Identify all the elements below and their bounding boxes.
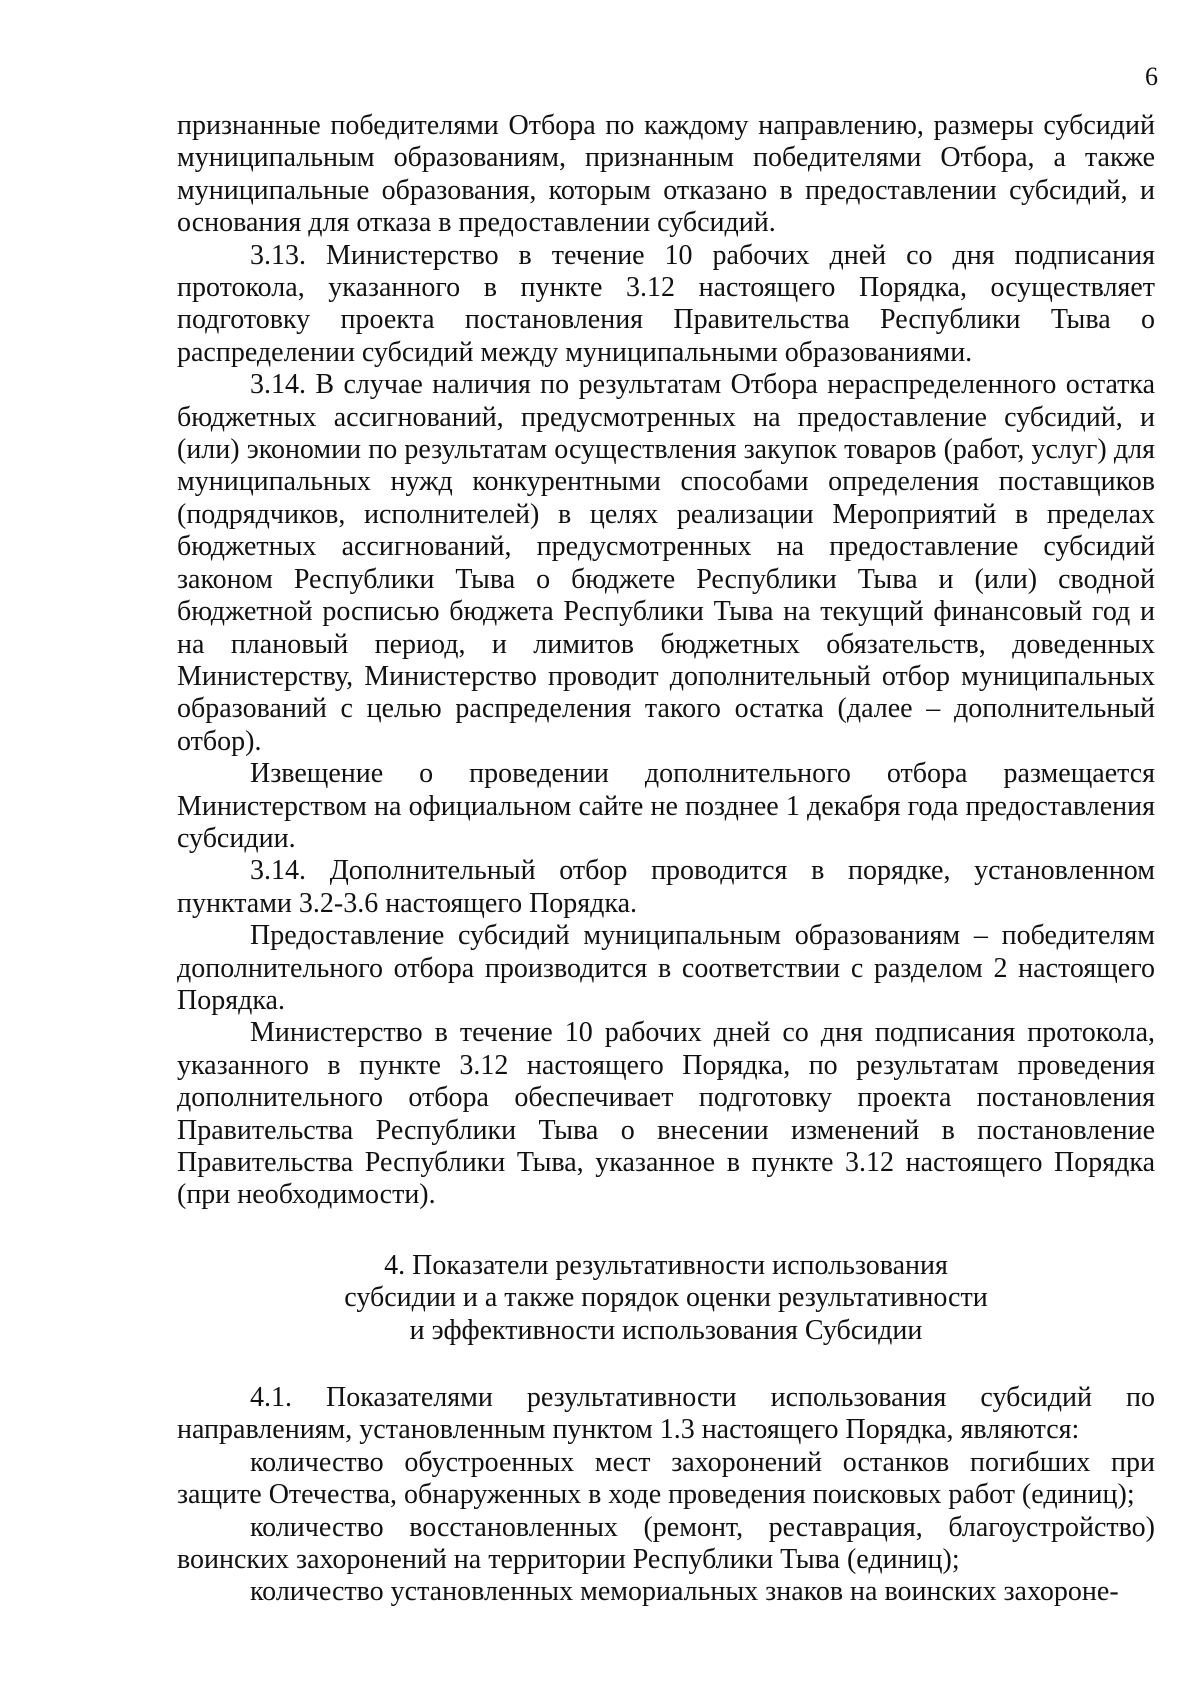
paragraph: количество установленных мемориальных знаков на воинских захороне- — [250, 1576, 1119, 1608]
paragraph: Извещение о проведении дополнительного отбора размещается Министерством на официальном сайте не позднее 1 декабря года предоставления субсидии. — [177, 758, 1155, 854]
paragraph: 3.14. Дополнительный отбор проводится в порядке, установленном пунктами 3.2-3.6 настоящего Порядка. — [177, 855, 1155, 919]
paragraph: 3.13. Министерство в течение 10 рабочих дней со дня подписания протокола, указанного в пункте 3.12 настоящего Порядка, осуществляет подготовку проекта постановления Правительства Республики Тыва о распределении субсидий между муниципальными образованиями. — [177, 239, 1155, 368]
paragraph: признанные победителями Отбора по каждому направлению, размеры субсидий муниципальным образованиям, признанным победителями Отбора, а также муниципальные образования, которым отказано в предоставлении субсидий, и основания для отказа в предоставлении субсидий. — [177, 110, 1155, 239]
section-heading — [177, 1250, 1155, 1347]
paragraph: 4.1. Показателями результативности использования субсидий по направлениям, установленным пунктом 1.3 настоящего Порядка, являются: — [177, 1382, 1155, 1446]
section-heading-line: и эффективности использования Субсидии — [409, 1314, 923, 1346]
page-number: 6 — [1145, 62, 1158, 91]
paragraph: 3.14. В случае наличия по результатам Отбора нераспределенного остатка бюджетных ассигнований, предусмотренных на предоставление субсидий, и (или) экономии по результатам осуществления закупок товаров (работ, услуг) для муниципальных нужд конкурентными способами определения поставщиков (подрядчиков, исполнителей) в целях реализации Мероприятий в пределах бюджетных ассигнований, предусмотренных на предоставление субсидий законом Республики Тыва о бюджете Республики Тыва и (или) сводной бюджетной росписью бюджета Республики Тыва на текущий финансовый год и на плановый период, и лимитов бюджетных обязательств, доведенных Министерству, Министерство проводит дополнительный отбор муниципальных образований с целью распределения такого остатка (далее – дополнительный отбор). — [177, 369, 1155, 757]
paragraph: Предоставление субсидий муниципальным образованиям – победителям дополнительного отбора производится в соответствии с разделом 2 настоящего Порядка. — [177, 920, 1155, 1016]
section-heading-line: 4. Показатели результативности использования — [384, 1249, 948, 1281]
paragraph: количество обустроенных мест захоронений останков погибших при защите Отечества, обнаруженных в ходе проведения поисковых работ (единиц); — [177, 1446, 1155, 1511]
section-heading-line: субсидии и а также порядок оценки результативности — [344, 1282, 988, 1314]
document-body — [177, 110, 1155, 1609]
paragraph: количество восстановленных (ремонт, реставрация, благоустройство) воинских захоронений на территории Республики Тыва (единиц); — [177, 1511, 1155, 1576]
paragraph: Министерство в течение 10 рабочих дней со дня подписания протокола, указанного в пункте 3.12 настоящего Порядка, по результатам проведения дополнительного отбора обеспечивает подготовку проекта постановления Правительства Республики Тыва о внесении изменений в постановление Правительства Республики Тыва, указанное в пункте 3.12 настоящего Порядка (при необходимости). — [177, 1017, 1155, 1211]
